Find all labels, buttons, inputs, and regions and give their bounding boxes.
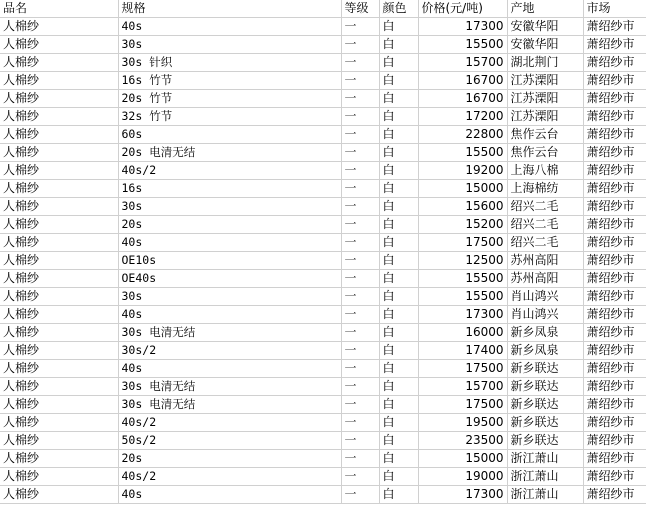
cell-market: 萧绍纱市 (583, 270, 646, 288)
cell-price: 17500 (418, 234, 507, 252)
cell-product: 人棉纱 (0, 432, 118, 450)
table-row (0, 180, 646, 198)
cell-origin: 上海棉纺 (507, 180, 583, 198)
table-row (0, 432, 646, 450)
cell-market: 萧绍纱市 (583, 234, 646, 252)
table-row (0, 450, 646, 468)
cell-spec: OE40s (118, 270, 341, 288)
cell-spec: 30s 电清无结 (118, 396, 341, 414)
header-grade: 等级 (341, 0, 379, 18)
cell-color: 白 (379, 18, 418, 36)
table-row (0, 54, 646, 72)
cell-product: 人棉纱 (0, 396, 118, 414)
cell-price: 16700 (418, 72, 507, 90)
cell-price: 19200 (418, 162, 507, 180)
table-row (0, 90, 646, 108)
cell-product: 人棉纱 (0, 486, 118, 504)
cell-market: 萧绍纱市 (583, 450, 646, 468)
cell-color: 白 (379, 486, 418, 504)
cell-color: 白 (379, 306, 418, 324)
cell-spec: 40s/2 (118, 414, 341, 432)
table-body (0, 18, 646, 504)
cell-product: 人棉纱 (0, 198, 118, 216)
cell-price: 15500 (418, 270, 507, 288)
table-row (0, 126, 646, 144)
cell-origin: 安徽华阳 (507, 36, 583, 54)
cell-color: 白 (379, 72, 418, 90)
cell-origin: 新乡凤泉 (507, 324, 583, 342)
cell-spec: 20s (118, 216, 341, 234)
cell-market: 萧绍纱市 (583, 72, 646, 90)
cell-product: 人棉纱 (0, 342, 118, 360)
cell-market: 萧绍纱市 (583, 396, 646, 414)
cell-color: 白 (379, 90, 418, 108)
cell-grade: 一 (341, 360, 379, 378)
cell-product: 人棉纱 (0, 72, 118, 90)
cell-product: 人棉纱 (0, 36, 118, 54)
cell-spec: 40s (118, 486, 341, 504)
cell-product: 人棉纱 (0, 144, 118, 162)
cell-grade: 一 (341, 432, 379, 450)
cell-grade: 一 (341, 54, 379, 72)
cell-market: 萧绍纱市 (583, 90, 646, 108)
cell-price: 19000 (418, 468, 507, 486)
cell-price: 15200 (418, 216, 507, 234)
cell-origin: 安徽华阳 (507, 18, 583, 36)
cell-market: 萧绍纱市 (583, 36, 646, 54)
cell-spec: 30s (118, 198, 341, 216)
cell-price: 15000 (418, 450, 507, 468)
cell-origin: 绍兴二毛 (507, 234, 583, 252)
header-price: 价格(元/吨) (418, 0, 507, 18)
header-color: 颜色 (379, 0, 418, 18)
cell-grade: 一 (341, 72, 379, 90)
cell-color: 白 (379, 216, 418, 234)
cell-market: 萧绍纱市 (583, 126, 646, 144)
cell-color: 白 (379, 432, 418, 450)
cell-spec: 30s (118, 288, 341, 306)
table-row (0, 378, 646, 396)
table-row (0, 396, 646, 414)
cell-price: 16000 (418, 324, 507, 342)
cell-origin: 江苏溧阳 (507, 90, 583, 108)
cell-color: 白 (379, 342, 418, 360)
cell-origin: 新乡联达 (507, 360, 583, 378)
cell-product: 人棉纱 (0, 288, 118, 306)
cell-color: 白 (379, 234, 418, 252)
cell-color: 白 (379, 144, 418, 162)
header-origin: 产地 (507, 0, 583, 18)
cell-spec: 20s (118, 450, 341, 468)
cell-grade: 一 (341, 324, 379, 342)
cell-price: 17300 (418, 306, 507, 324)
cell-product: 人棉纱 (0, 90, 118, 108)
cell-spec: 20s 竹节 (118, 90, 341, 108)
cell-grade: 一 (341, 306, 379, 324)
table-row (0, 288, 646, 306)
cell-grade: 一 (341, 144, 379, 162)
cell-price: 15500 (418, 288, 507, 306)
cell-price: 15600 (418, 198, 507, 216)
cell-market: 萧绍纱市 (583, 306, 646, 324)
cell-product: 人棉纱 (0, 180, 118, 198)
cell-spec: 40s (118, 360, 341, 378)
cell-origin: 绍兴二毛 (507, 216, 583, 234)
cell-grade: 一 (341, 198, 379, 216)
cell-market: 萧绍纱市 (583, 414, 646, 432)
cell-spec: 60s (118, 126, 341, 144)
cell-spec: 30s/2 (118, 342, 341, 360)
cell-grade: 一 (341, 288, 379, 306)
cell-spec: 50s/2 (118, 432, 341, 450)
cell-grade: 一 (341, 342, 379, 360)
cell-product: 人棉纱 (0, 18, 118, 36)
cell-color: 白 (379, 126, 418, 144)
cell-color: 白 (379, 396, 418, 414)
cell-origin: 浙江萧山 (507, 486, 583, 504)
cell-price: 16700 (418, 90, 507, 108)
cell-grade: 一 (341, 18, 379, 36)
cell-origin: 浙江萧山 (507, 468, 583, 486)
cell-color: 白 (379, 198, 418, 216)
cell-product: 人棉纱 (0, 378, 118, 396)
table-row (0, 306, 646, 324)
cell-grade: 一 (341, 378, 379, 396)
cell-market: 萧绍纱市 (583, 378, 646, 396)
cell-product: 人棉纱 (0, 414, 118, 432)
cell-market: 萧绍纱市 (583, 180, 646, 198)
cell-product: 人棉纱 (0, 468, 118, 486)
cell-market: 萧绍纱市 (583, 486, 646, 504)
cell-product: 人棉纱 (0, 216, 118, 234)
cell-origin: 肖山鸿兴 (507, 288, 583, 306)
cell-price: 15000 (418, 180, 507, 198)
cell-color: 白 (379, 54, 418, 72)
cell-product: 人棉纱 (0, 270, 118, 288)
cell-price: 19500 (418, 414, 507, 432)
cell-spec: 32s 竹节 (118, 108, 341, 126)
cell-grade: 一 (341, 252, 379, 270)
cell-origin: 绍兴二毛 (507, 198, 583, 216)
cell-grade: 一 (341, 126, 379, 144)
cell-market: 萧绍纱市 (583, 162, 646, 180)
cell-spec: 40s/2 (118, 162, 341, 180)
cell-origin: 肖山鸿兴 (507, 306, 583, 324)
cell-color: 白 (379, 450, 418, 468)
cell-grade: 一 (341, 396, 379, 414)
cell-spec: 40s/2 (118, 468, 341, 486)
table-row (0, 252, 646, 270)
cell-price: 17300 (418, 486, 507, 504)
cell-grade: 一 (341, 216, 379, 234)
cell-spec: 40s (118, 18, 341, 36)
cell-origin: 焦作云台 (507, 126, 583, 144)
table-row (0, 342, 646, 360)
cell-origin: 焦作云台 (507, 144, 583, 162)
cell-price: 15500 (418, 144, 507, 162)
cell-price: 17500 (418, 360, 507, 378)
cell-color: 白 (379, 360, 418, 378)
table-row (0, 360, 646, 378)
cell-grade: 一 (341, 450, 379, 468)
cell-origin: 江苏溧阳 (507, 108, 583, 126)
cell-market: 萧绍纱市 (583, 54, 646, 72)
cell-price: 22800 (418, 126, 507, 144)
table-row (0, 414, 646, 432)
cell-price: 15700 (418, 54, 507, 72)
cell-market: 萧绍纱市 (583, 252, 646, 270)
cell-origin: 湖北荆门 (507, 54, 583, 72)
table-row (0, 468, 646, 486)
cell-color: 白 (379, 180, 418, 198)
cell-spec: 30s 电清无结 (118, 378, 341, 396)
cell-grade: 一 (341, 234, 379, 252)
table-row (0, 198, 646, 216)
cell-spec: 30s 针织 (118, 54, 341, 72)
table-row (0, 108, 646, 126)
cell-color: 白 (379, 288, 418, 306)
table-row (0, 324, 646, 342)
table-row (0, 216, 646, 234)
cell-product: 人棉纱 (0, 234, 118, 252)
cell-spec: 40s (118, 234, 341, 252)
cell-color: 白 (379, 324, 418, 342)
cell-origin: 苏州高阳 (507, 270, 583, 288)
cell-spec: 30s 电清无结 (118, 324, 341, 342)
cell-price: 23500 (418, 432, 507, 450)
cell-origin: 新乡凤泉 (507, 342, 583, 360)
cell-market: 萧绍纱市 (583, 108, 646, 126)
cell-price: 17300 (418, 18, 507, 36)
table-row (0, 72, 646, 90)
cell-market: 萧绍纱市 (583, 198, 646, 216)
cell-spec: 30s (118, 36, 341, 54)
cell-origin: 苏州高阳 (507, 252, 583, 270)
cell-price: 15500 (418, 36, 507, 54)
cell-price: 15700 (418, 378, 507, 396)
cell-grade: 一 (341, 468, 379, 486)
cell-market: 萧绍纱市 (583, 216, 646, 234)
cell-spec: 16s (118, 180, 341, 198)
cell-product: 人棉纱 (0, 126, 118, 144)
cell-product: 人棉纱 (0, 360, 118, 378)
cell-color: 白 (379, 378, 418, 396)
cell-color: 白 (379, 252, 418, 270)
cell-origin: 新乡联达 (507, 396, 583, 414)
cell-color: 白 (379, 414, 418, 432)
cell-price: 12500 (418, 252, 507, 270)
table-row (0, 162, 646, 180)
cell-grade: 一 (341, 486, 379, 504)
cell-product: 人棉纱 (0, 108, 118, 126)
cell-origin: 新乡联达 (507, 432, 583, 450)
cell-origin: 江苏溧阳 (507, 72, 583, 90)
cell-spec: 20s 电清无结 (118, 144, 341, 162)
cell-market: 萧绍纱市 (583, 342, 646, 360)
cell-price: 17200 (418, 108, 507, 126)
cell-origin: 新乡联达 (507, 378, 583, 396)
cell-product: 人棉纱 (0, 162, 118, 180)
cell-spec: OE10s (118, 252, 341, 270)
cell-spec: 16s 竹节 (118, 72, 341, 90)
cell-price: 17400 (418, 342, 507, 360)
cell-color: 白 (379, 270, 418, 288)
cell-product: 人棉纱 (0, 450, 118, 468)
cell-market: 萧绍纱市 (583, 324, 646, 342)
header-spec: 规格 (118, 0, 341, 18)
table-row (0, 486, 646, 504)
cell-grade: 一 (341, 36, 379, 54)
cell-grade: 一 (341, 90, 379, 108)
cell-grade: 一 (341, 270, 379, 288)
cell-color: 白 (379, 468, 418, 486)
cell-market: 萧绍纱市 (583, 144, 646, 162)
cell-grade: 一 (341, 180, 379, 198)
cell-color: 白 (379, 162, 418, 180)
cell-origin: 浙江萧山 (507, 450, 583, 468)
cell-origin: 上海八棉 (507, 162, 583, 180)
cell-product: 人棉纱 (0, 306, 118, 324)
cell-grade: 一 (341, 414, 379, 432)
cell-market: 萧绍纱市 (583, 468, 646, 486)
cell-grade: 一 (341, 162, 379, 180)
header-row (0, 0, 646, 18)
cell-market: 萧绍纱市 (583, 18, 646, 36)
cell-market: 萧绍纱市 (583, 360, 646, 378)
cell-grade: 一 (341, 108, 379, 126)
header-market: 市场 (583, 0, 646, 18)
cell-product: 人棉纱 (0, 54, 118, 72)
cell-spec: 40s (118, 306, 341, 324)
cell-color: 白 (379, 108, 418, 126)
cell-origin: 新乡联达 (507, 414, 583, 432)
table-row (0, 18, 646, 36)
table-row (0, 270, 646, 288)
header-product: 品名 (0, 0, 118, 18)
cell-market: 萧绍纱市 (583, 288, 646, 306)
table-row (0, 144, 646, 162)
cell-product: 人棉纱 (0, 252, 118, 270)
table-row (0, 234, 646, 252)
cell-market: 萧绍纱市 (583, 432, 646, 450)
cell-color: 白 (379, 36, 418, 54)
cell-price: 17500 (418, 396, 507, 414)
cell-product: 人棉纱 (0, 324, 118, 342)
table-row (0, 36, 646, 54)
